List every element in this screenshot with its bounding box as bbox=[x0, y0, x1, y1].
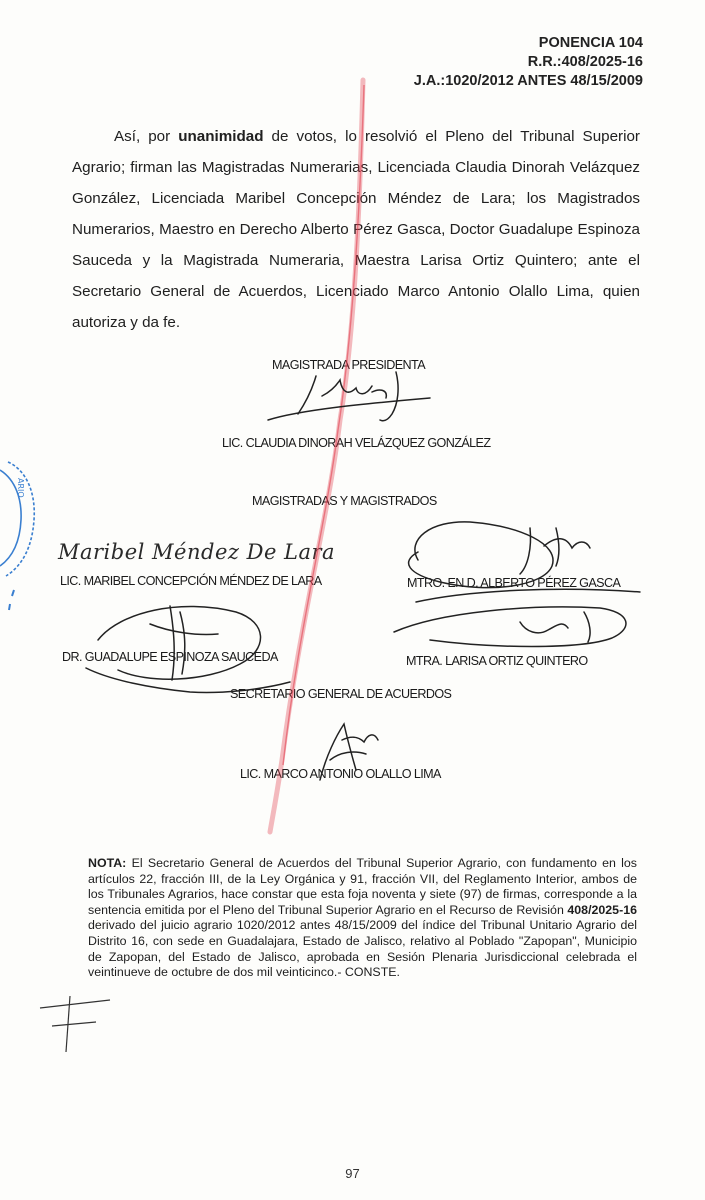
ortiz-signature bbox=[394, 589, 640, 646]
stamp-fragment bbox=[0, 462, 34, 610]
ponencia-label: PONENCIA 104 bbox=[538, 35, 643, 51]
body-text-bold: unanimidad bbox=[178, 128, 264, 145]
mendez-name: LIC. MARIBEL CONCEPCIÓN MÉNDEZ DE LARA bbox=[60, 574, 322, 588]
perez-name: MTRO. EN D. ALBERTO PÉREZ GASCA bbox=[407, 576, 621, 590]
magistrados-title: MAGISTRADAS Y MAGISTRADOS bbox=[252, 494, 437, 508]
secretario-signature bbox=[320, 724, 378, 780]
stamp-text: ARIO bbox=[16, 478, 25, 498]
nota-label: NOTA: bbox=[88, 856, 127, 870]
rr-number: R.R.:408/2025-16 bbox=[527, 54, 643, 70]
secretario-title: SECRETARIO GENERAL DE ACUERDOS bbox=[230, 687, 452, 701]
nota-text-1: El Secretario General de Acuerdos del Tribunal Superior Agrario, con fundamento en los artículos 22, fracción III, de la Ley Orgánica y 91, fracción VII, del Reglamento Interior, ambos de los Tribunales Agrarios, hace constar que esta foja noventa y siete (97) de firmas, corresponde a la sentencia emitida por el Pleno del Tribunal Superior Agrario en el Recurso de Revisión bbox=[88, 856, 637, 917]
ja-number: J.A.:1020/2012 ANTES 48/15/2009 bbox=[413, 73, 643, 89]
body-text-rest: de votos, lo resolvió el Pleno del Tribunal Superior Agrario; firman las Magistradas Numerarias, Licenciada Claudia Dinorah Velázquez González, Licenciada Maribel Concepción Méndez de Lara; los Magistrados Numerarios, Maestro en Derecho Alberto Pérez Gasca, Doctor Guadalupe Espinoza Sauceda y la Magistrada Numeraria, Maestra Larisa Ortiz Quintero; ante el Secretario General de Acuerdos, Licenciado Marco Antonio Olallo Lima, quien autoriza y da fe. bbox=[72, 128, 640, 331]
perez-signature bbox=[409, 522, 590, 588]
presidenta-name: LIC. CLAUDIA DINORAH VELÁZQUEZ GONZÁLEZ bbox=[222, 436, 491, 450]
presidenta-signature bbox=[268, 372, 430, 421]
espinoza-signature bbox=[86, 606, 290, 693]
small-stamp-mark bbox=[40, 996, 110, 1052]
espinoza-name: DR. GUADALUPE ESPINOZA SAUCEDA bbox=[62, 650, 278, 664]
nota-text-2: derivado del juicio agrario 1020/2012 antes 48/15/2009 del índice del Tribunal Unitario Agrario del Distrito 16, con sede en Guadalajara, Estado de Jalisco, relativo al Poblado "Zapopan", Municipio de Zapopan, del Estado de Jalisco, aprobada en Sesión Plenaria Jurisdiccional celebrada el veintinueve de octubre de dos mil veinticinco.- CONSTE. bbox=[88, 918, 637, 980]
ortiz-name: MTRA. LARISA ORTIZ QUINTERO bbox=[406, 654, 588, 668]
red-margin-mark bbox=[270, 80, 363, 832]
mendez-handwritten-signature: Maribel Méndez De Lara bbox=[58, 540, 336, 564]
presidenta-title: MAGISTRADA PRESIDENTA bbox=[272, 358, 426, 372]
body-text-start: Así, por bbox=[114, 128, 171, 145]
secretario-name: LIC. MARCO ANTONIO OLALLO LIMA bbox=[240, 767, 441, 781]
nota-rr-number: 408/2025-16 bbox=[567, 902, 637, 917]
page-number: 97 bbox=[345, 1166, 360, 1181]
